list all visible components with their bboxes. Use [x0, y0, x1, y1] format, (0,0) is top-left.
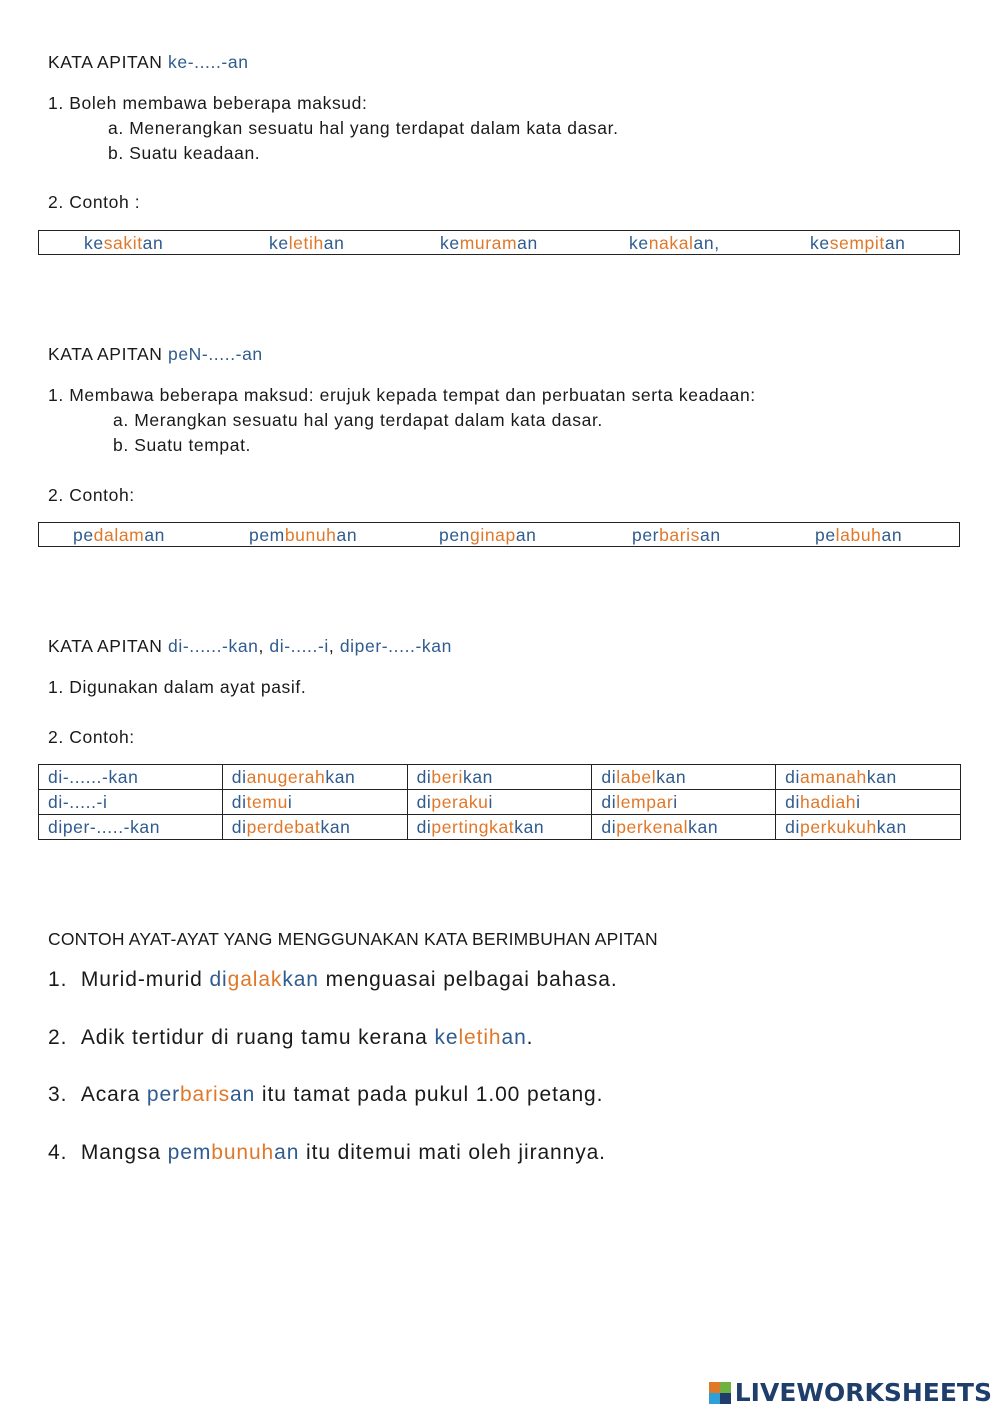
table-cell: dipertingkatkan [407, 815, 592, 840]
example-word: penginapan [439, 525, 537, 545]
example-word: kesakitan [84, 233, 164, 253]
table-cell: diperdebatkan [222, 815, 407, 840]
section4-heading: CONTOH AYAT-AYAT YANG MENGGUNAKAN KATA BERIMBUHAN APITAN [48, 929, 658, 949]
example-sentence-1: 1. Murid-murid digalakkan menguasai pelbagai bahasa. [48, 968, 618, 991]
section2-point2: 2. Contoh: [48, 485, 135, 505]
row-label: diper-.....-kan [39, 815, 223, 840]
example-word: kemuraman [440, 233, 538, 253]
section2-point1: 1. Membawa beberapa maksud: erujuk kepada tempat dan perbuatan serta keadaan: [48, 385, 756, 405]
section2-example-box [38, 522, 960, 547]
row-label: di-......-kan [39, 765, 223, 790]
table-cell: dihadiahi [776, 790, 961, 815]
section1-heading: KATA APITAN ke-.....-an [48, 52, 249, 72]
table-cell: diperakui [407, 790, 592, 815]
section2-point1a: a. Merangkan sesuatu hal yang terdapat dalam kata dasar. [113, 410, 603, 430]
affix-example-table [38, 764, 961, 840]
section1-point1a: a. Menerangkan sesuatu hal yang terdapat dalam kata dasar. [108, 118, 619, 138]
table-row [39, 815, 961, 840]
section1-point2: 2. Contoh : [48, 192, 141, 212]
section2-point1b: b. Suatu tempat. [113, 435, 252, 455]
section1-example-box [38, 230, 960, 255]
brand-name: LIVEWORKSHEETS [734, 1378, 992, 1407]
table-cell: dianugerahkan [222, 765, 407, 790]
table-cell: ditemui [222, 790, 407, 815]
example-word: pembunuhan [249, 525, 358, 545]
liveworksheets-logo[interactable] [709, 1378, 992, 1407]
example-word: perbarisan [632, 525, 721, 545]
table-cell: diamanahkan [776, 765, 961, 790]
section1-point1b: b. Suatu keadaan. [108, 143, 261, 163]
table-row [39, 790, 961, 815]
example-sentence-2: 2. Adik tertidur di ruang tamu kerana keletihan. [48, 1026, 534, 1049]
example-word: pelabuhan [815, 525, 903, 545]
example-word: kesempitan [810, 233, 906, 253]
table-cell: diperkenalkan [592, 815, 776, 840]
example-sentence-4: 4. Mangsa pembunuhan itu ditemui mati oleh jirannya. [48, 1141, 606, 1164]
table-cell: dilempari [592, 790, 776, 815]
section2-heading: KATA APITAN peN-.....-an [48, 344, 263, 364]
liveworksheets-logo-icon [709, 1382, 731, 1404]
example-sentence-3: 3. Acara perbarisan itu tamat pada pukul 1.00 petang. [48, 1083, 604, 1106]
table-row [39, 765, 961, 790]
example-word: kenakalan, [629, 233, 720, 253]
section3-heading: KATA APITAN di-......-kan, di-.....-i, diper-.....-kan [48, 636, 452, 656]
example-word: pedalaman [73, 525, 166, 545]
table-cell: dilabelkan [592, 765, 776, 790]
table-cell: diberikan [407, 765, 592, 790]
table-cell: diperkukuhkan [776, 815, 961, 840]
section3-point1: 1. Digunakan dalam ayat pasif. [48, 677, 307, 697]
section1-point1: 1. Boleh membawa beberapa maksud: [48, 93, 368, 113]
section3-point2: 2. Contoh: [48, 727, 135, 747]
row-label: di-.....-i [39, 790, 223, 815]
example-word: keletihan [269, 233, 345, 253]
